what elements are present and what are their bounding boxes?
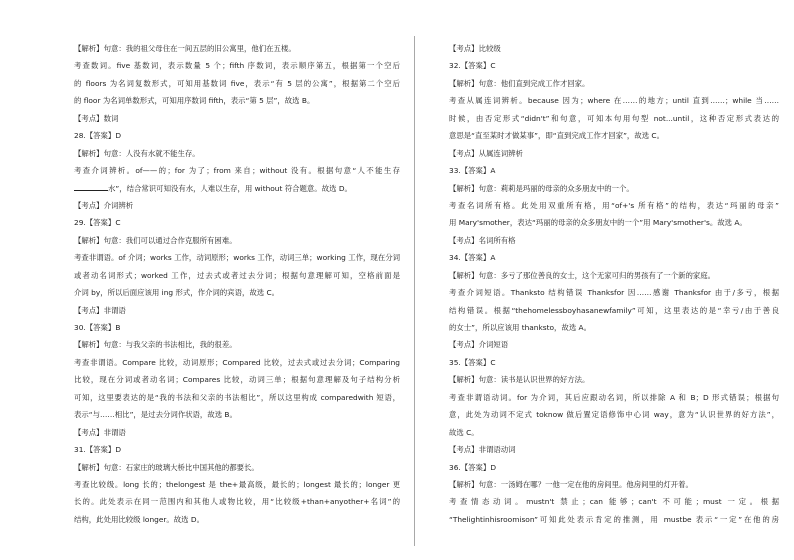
text-line (74, 441, 400, 458)
line-text: 【考点】数词 (74, 113, 119, 123)
line-text: 水”，结合常识可知没有水，人难以生存，用 without 符合题意。故选 D。 (108, 183, 352, 193)
text-line (449, 424, 779, 441)
text-line (449, 40, 779, 57)
line-text: 考查非谓语。of 介词；works 工作，动词原形；works 工作，动词三单；working 工作，现在分词 (74, 253, 400, 263)
line-text: 【解析】句意：他们直到完成工作才回家。 (449, 78, 590, 88)
text-line (449, 336, 779, 353)
line-text: 【解析】句意：石家庄的玻璃大桥比中国其他的都要长。 (74, 462, 259, 472)
line-text: 意，此处为动词不定式 toknow 做后置定语修饰中心词 way，意为“认识世界的好方法”， (449, 410, 779, 420)
text-line (74, 232, 400, 249)
line-text: 【解析】句意：与我父亲的书法相比，我的很差。 (74, 340, 237, 350)
line-text: 介词 by，所以后面应该用 ing 形式，作介词的宾语，故选 C。 (74, 288, 280, 298)
line-text: 考查数词。five 基数词，表示数量 5 个；fifth 序数词，表示顺序第五，根据第一个空后 (74, 61, 400, 71)
line-text: 28.【答案】D (74, 131, 122, 141)
line-text: 结构错误。根据“thehomelessboyhasanewfamily”可知，这里表达的是“幸亏/由于善良 (449, 305, 779, 315)
line-text: 的 floors 为名词复数形式，可知用基数词 five，表示“有 5 层的公寓”，根据第二个空后 (74, 78, 400, 88)
text-line (74, 162, 400, 179)
text-line (74, 284, 400, 301)
line-text: 的女士”，所以应该用 thanksto，故选 A。 (449, 323, 592, 332)
text-line (449, 493, 779, 510)
answer-blank (74, 181, 108, 191)
line-text: 结构，此处用比较级 longer。故选 D。 (74, 514, 205, 524)
text-line (74, 511, 400, 528)
right-column (449, 40, 779, 528)
text-line (449, 197, 779, 214)
text-line (449, 319, 779, 336)
text-line (449, 302, 779, 319)
text-line (449, 441, 779, 458)
line-text: 33.【答案】A (449, 166, 496, 176)
text-line (449, 476, 779, 493)
text-line (74, 197, 400, 214)
line-text: 故选 C。 (449, 427, 479, 437)
text-line (74, 476, 400, 493)
line-text: 考查情态动词。mustn't 禁止；can 能够；can't 不可能；must 一定。根据 (449, 497, 779, 507)
line-text: 【解析】句意：读书是认识世界的好方法。 (449, 375, 590, 385)
line-text: 【考点】从属连词辨析 (449, 148, 523, 158)
line-text: 表示“与……相比”，是过去分词作状语，故选 B。 (74, 410, 237, 420)
text-line (74, 75, 400, 92)
line-text: 35.【答案】C (449, 357, 496, 367)
text-line (449, 110, 779, 127)
text-line (74, 92, 400, 109)
line-text: “Thelightinhisroomison”可知此处表示肯定的推测，用 mustbe 表示“一定”在他的房 (449, 514, 779, 524)
text-line (449, 162, 779, 179)
line-text: 或者动名词形式；worked 工作，过去式或者过去分词；根据句意理解可知，空格前面是 (74, 270, 400, 280)
line-text: 【考点】非谓语 (74, 305, 126, 315)
text-line (449, 371, 779, 388)
text-line (449, 127, 779, 144)
line-text: 【考点】名词所有格 (449, 235, 516, 245)
line-text: 31.【答案】D (74, 445, 122, 455)
text-line (74, 336, 400, 353)
line-text: 比较，现在分词或者动名词；Compares 比较，动词三单；根据句意理解及句子结构分析 (74, 375, 400, 385)
line-text: 【解析】句意：多亏了那位善良的女士，这个无家可归的男孩有了一个新的家庭。 (449, 270, 716, 280)
text-line (74, 389, 400, 406)
line-text: 长的。此处表示在同一范围内和其他人或物比较，用“比较级+than+anyother+名词”的 (74, 497, 400, 507)
line-text: 【解析】句意：我的祖父母住在一间五层的旧公寓里，他们在五楼。 (74, 44, 296, 53)
line-text: 意思是“直至某时才做某事”，即“直到完成工作才回家”，故选 C。 (449, 131, 664, 141)
text-line (74, 214, 400, 231)
text-line (74, 180, 400, 197)
text-line (449, 180, 779, 197)
line-text: 【考点】介词辨析 (74, 200, 134, 210)
line-text: 考查从属连词辨析。because 因为；where 在……的地方；until 直到……；while 当…… (449, 96, 779, 106)
text-line (449, 284, 779, 301)
text-line (449, 214, 779, 231)
line-text: 【考点】非谓语 (74, 427, 126, 437)
text-line (74, 319, 400, 336)
text-line (449, 92, 779, 109)
text-line (74, 127, 400, 144)
text-line (74, 459, 400, 476)
line-text: 用 Mary'smother，表达“玛丽的母亲的众多朋友中的一个”用 Mary'smother's。故选 A。 (449, 218, 747, 228)
text-line (449, 232, 779, 249)
text-line (74, 249, 400, 266)
text-line (74, 110, 400, 127)
text-line (449, 57, 779, 74)
text-line (449, 354, 779, 371)
text-line (449, 406, 779, 423)
left-column (74, 40, 400, 528)
text-line (449, 459, 779, 476)
text-line (74, 40, 400, 57)
line-text: 考查名词所有格。此处用双重所有格，用“of+'s 所有格”的结构，表达“玛丽的母亲” (449, 200, 779, 210)
text-line (449, 249, 779, 266)
line-text: 【解析】句意：莉莉是玛丽的母亲的众多朋友中的一个。 (449, 183, 634, 193)
column-divider (414, 36, 415, 546)
line-text: 【考点】介词短语 (449, 340, 509, 350)
line-text: 的 floor 为名词单数形式，可知用序数词 fifth，表示“第 5 层”，故选 B。 (74, 96, 315, 106)
text-line (74, 302, 400, 319)
text-line (74, 267, 400, 284)
text-line (449, 511, 779, 528)
line-text: 考查比较级。long 长的；thelongest 是 the+最高级，最长的；longest 最长的；longer 更 (74, 479, 400, 489)
line-text: 32.【答案】C (449, 61, 496, 71)
line-text: 时候，由否定形式“didn't”和句意，可知本句用句型 not...until，这种否定形式表达的 (449, 113, 779, 123)
text-line (74, 406, 400, 423)
line-text: 【解析】句意：我们可以通过合作克服所有困难。 (74, 235, 237, 245)
text-line (449, 75, 779, 92)
line-text: 36.【答案】D (449, 462, 497, 472)
line-text: 考查介词短语。Thanksto 结构错误 Thanksfor 因……感谢 Thanksfor 由于/多亏，根据 (449, 288, 779, 298)
text-line (74, 424, 400, 441)
line-text: 【考点】比较级 (449, 44, 501, 53)
line-text: 30.【答案】B (74, 323, 121, 332)
text-line (449, 145, 779, 162)
line-text: 【解析】句意：一汤姆在哪？一他一定在他的房间里。他房间里的灯开着。 (449, 479, 693, 489)
line-text: 考查介词辨析。of——的；for 为了；from 来自；without 没有。根据句意“人不能生存 (74, 166, 400, 176)
line-text: 29.【答案】C (74, 218, 121, 228)
text-line (449, 267, 779, 284)
text-line (74, 493, 400, 510)
text-line (74, 57, 400, 74)
text-line (449, 389, 779, 406)
line-text: 考查非谓语。Compare 比较，动词原形；Compared 比较，过去式或过去分词；Comparing (74, 357, 400, 367)
line-text: 考查非谓语动词。for 为介词，其后应跟动名词，所以排除 A 和 B；D 形式错误；根据句 (449, 392, 779, 402)
line-text: 【解析】句意：人没有水就不能生存。 (74, 148, 200, 158)
text-line (74, 145, 400, 162)
line-text: 34.【答案】A (449, 253, 496, 263)
line-text: 【考点】非谓语动词 (449, 445, 516, 455)
text-line (74, 371, 400, 388)
line-text: 可知，这里要表达的是“我的书法和父亲的书法相比”，所以这里构成 comparedwith 短语， (74, 392, 400, 402)
text-line (74, 354, 400, 371)
